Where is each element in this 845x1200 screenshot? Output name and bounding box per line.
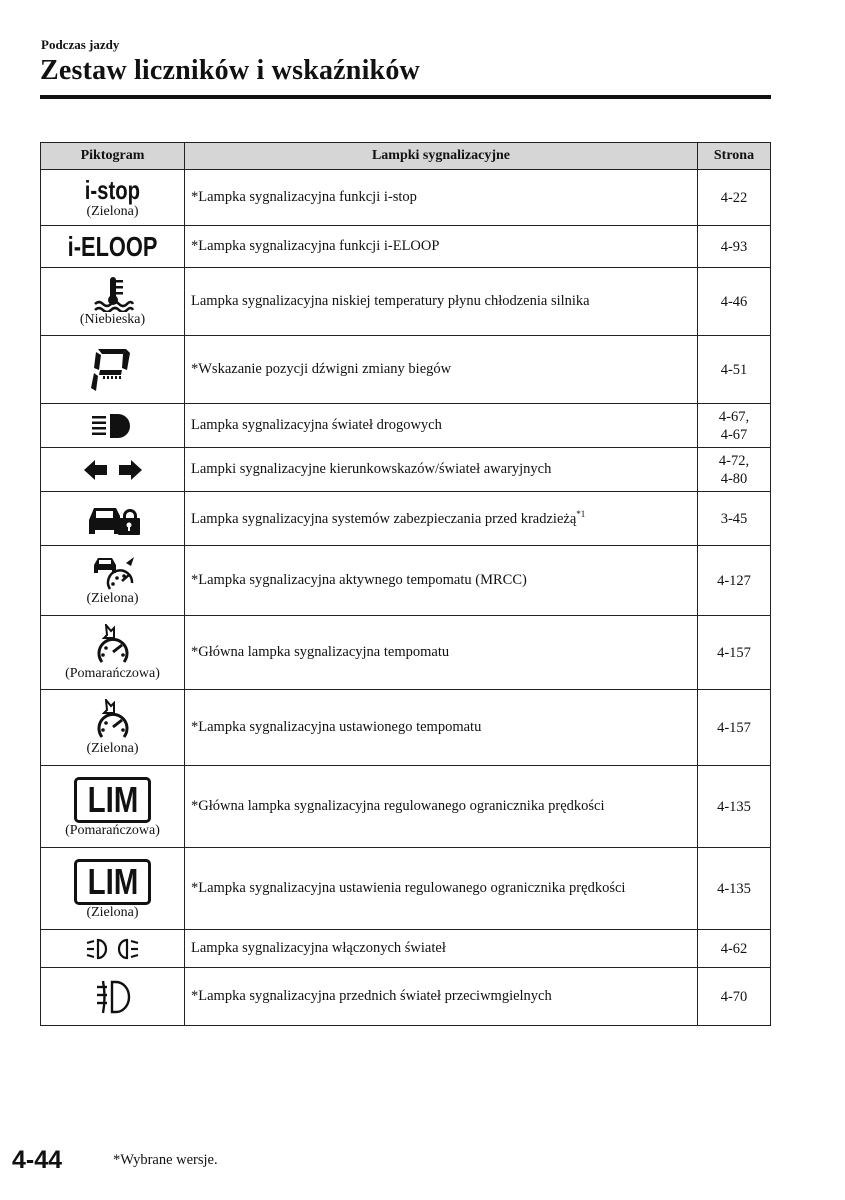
page-reference: 4-93: [698, 226, 771, 268]
page-reference: 4-22: [698, 170, 771, 226]
table-row: [41, 226, 771, 268]
lim-main-icon: [74, 777, 152, 823]
footnote: *Wybrane wersje.: [113, 1152, 218, 1168]
table-row: [41, 170, 771, 226]
cruise-main-icon: [93, 624, 133, 666]
lamp-description: *Lampka sygnalizacyjna ustawienia regulowanego ogranicznika prędkości: [185, 848, 698, 930]
warning-lamps-table: [40, 142, 771, 1026]
lamp-description: Lampki sygnalizacyjne kierunkowskazów/świateł awaryjnych: [185, 448, 698, 492]
page-reference: 4-70: [698, 968, 771, 1026]
lim-text: LIM: [87, 778, 138, 820]
pictogram-cell: [41, 448, 185, 492]
pictogram-cell: [41, 268, 185, 336]
front-fog-icon: [95, 979, 131, 1015]
page-reference: 4-46: [698, 268, 771, 336]
page-reference: [698, 404, 771, 448]
lamp-description: Lampka sygnalizacyjna niskiej temperatury płynu chłodzenia silnika: [185, 268, 698, 336]
page-reference: 4-157: [698, 616, 771, 690]
section-label: Podczas jazdy: [41, 37, 120, 52]
pictogram-cell: [41, 930, 185, 968]
lim-text: LIM: [87, 860, 138, 902]
lamp-description: *Lampka sygnalizacyjna funkcji i-stop: [185, 170, 698, 226]
lamp-description: *Lampka sygnalizacyjna aktywnego tempomatu (MRCC): [185, 546, 698, 616]
lamp-description: [185, 492, 698, 546]
lights-on-icon: [85, 938, 141, 960]
mrcc-cruise-icon: [90, 555, 136, 591]
table-header-row: [41, 143, 771, 170]
pictogram-cell: [41, 546, 185, 616]
page-reference: 4-135: [698, 766, 771, 848]
lamp-description: *Lampka sygnalizacyjna przednich świateł przeciwmgielnych: [185, 968, 698, 1026]
column-header-pictogram: Piktogram: [41, 143, 185, 170]
lamp-description: *Lampka sygnalizacyjna ustawionego tempomatu: [185, 690, 698, 766]
color-label: (Zielona): [86, 204, 139, 219]
lamp-description: Lampka sygnalizacyjna włączonych świateł: [185, 930, 698, 968]
lim-set-icon: [74, 859, 152, 905]
turn-signal-arrows-icon: [83, 458, 143, 482]
color-label: (Zielona): [86, 904, 139, 920]
title-underline: [40, 95, 771, 99]
table-row: [41, 690, 771, 766]
lamp-description: *Główna lampka sygnalizacyjna tempomatu: [185, 616, 698, 690]
table-row: [41, 766, 771, 848]
security-car-lock-icon: [85, 502, 141, 536]
table-row: [41, 968, 771, 1026]
pictogram-cell: [41, 170, 185, 226]
page-reference-line: 4-80: [720, 470, 748, 487]
pictogram-cell: [41, 690, 185, 766]
table-row: [41, 616, 771, 690]
table-row: [41, 492, 771, 546]
page-title: Zestaw liczników i wskaźników: [40, 55, 420, 86]
coolant-temperature-icon: [92, 276, 134, 312]
color-label: (Pomarańczowa): [65, 822, 160, 838]
lamp-description: Lampka sygnalizacyjna świateł drogowych: [185, 404, 698, 448]
color-label: (Niebieska): [79, 311, 146, 327]
lamp-description-text: Lampka sygnalizacyjna systemów zabezpieczania przed kradzieżą: [191, 510, 577, 527]
page-reference: 4-157: [698, 690, 771, 766]
table-row: [41, 404, 771, 448]
pictogram-cell: [41, 848, 185, 930]
color-label: (Pomarańczowa): [65, 665, 160, 681]
pictogram-cell: [41, 616, 185, 690]
lamp-description: *Główna lampka sygnalizacyjna regulowanego ogranicznika prędkości: [185, 766, 698, 848]
table-row: [41, 546, 771, 616]
lamp-description: *Lampka sygnalizacyjna funkcji i-ELOOP: [185, 226, 698, 268]
lamp-description: *Wskazanie pozycji dźwigni zmiany biegów: [185, 336, 698, 404]
pictogram-cell: [41, 766, 185, 848]
color-label: (Zielona): [86, 590, 139, 606]
page-reference-line: 4-67,: [718, 408, 750, 425]
pictogram-cell: [41, 336, 185, 404]
page-reference: 4-62: [698, 930, 771, 968]
footnote-marker: *1: [576, 509, 586, 520]
pictogram-cell: [41, 492, 185, 546]
high-beam-icon: [90, 413, 136, 439]
page-number: 4-44: [12, 1146, 63, 1174]
pictogram-cell: [41, 968, 185, 1026]
color-label: (Zielona): [86, 740, 139, 756]
column-header-lamps: Lampki sygnalizacyjne: [185, 143, 698, 170]
page-reference: 4-51: [698, 336, 771, 404]
page-reference-line: 4-67: [720, 426, 748, 443]
i-eloop-icon: i-ELOOP: [67, 230, 158, 262]
i-stop-icon: i-stop: [84, 175, 141, 205]
table-row: [41, 930, 771, 968]
cruise-set-icon: [93, 699, 133, 741]
table-row: [41, 848, 771, 930]
table-row: [41, 448, 771, 492]
page-reference: 4-135: [698, 848, 771, 930]
table-row: [41, 268, 771, 336]
page-reference: [698, 448, 771, 492]
page-reference: 4-127: [698, 546, 771, 616]
table-row: [41, 336, 771, 404]
pictogram-cell: [41, 226, 185, 268]
page-reference: 3-45: [698, 492, 771, 546]
gear-position-icon: [90, 346, 136, 394]
page-reference-line: 4-72,: [718, 452, 750, 469]
pictogram-cell: [41, 404, 185, 448]
column-header-page: Strona: [698, 143, 771, 170]
